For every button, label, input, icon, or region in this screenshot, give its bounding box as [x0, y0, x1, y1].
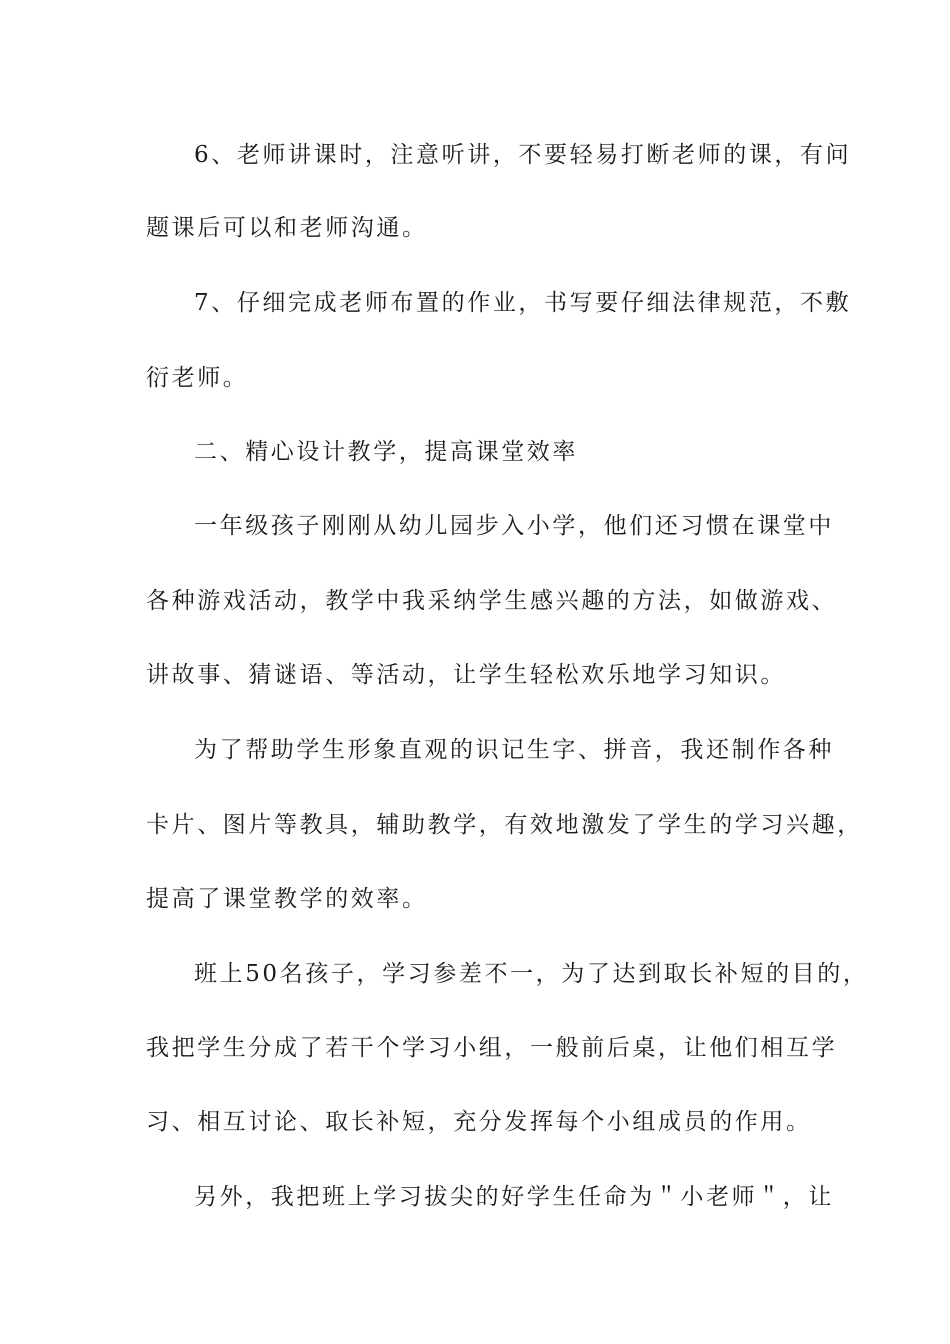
paragraph-line: 7、仔细完成老师布置的作业，书写要仔细法律规范，不敷 — [194, 290, 852, 316]
paragraph-line: 一年级孩子刚刚从幼儿园步入小学，他们还习惯在课堂中 — [194, 513, 834, 539]
paragraph-line: 为了帮助学生形象直观的识记生字、拼音，我还制作各种 — [194, 737, 834, 763]
paragraph-line: 卡片、图片等教具，辅助教学，有效地激发了学生的学习兴趣， — [146, 812, 863, 838]
paragraph-line: 6、老师讲课时，注意听讲，不要轻易打断老师的课，有问 — [194, 142, 852, 168]
paragraph-line: 提高了课堂教学的效率。 — [146, 886, 428, 912]
paragraph-line: 习、相互讨论、取长补短，充分发挥每个小组成员的作用。 — [146, 1109, 812, 1135]
paragraph-line: 讲故事、猜谜语、等活动，让学生轻松欢乐地学习知识。 — [146, 662, 786, 688]
paragraph-line: 衍老师。 — [146, 365, 249, 391]
paragraph-line: 另外，我把班上学习拔尖的好学生任命为＂小老师＂，让 — [194, 1184, 834, 1210]
paragraph-line: 各种游戏活动，教学中我采纳学生感兴趣的方法，如做游戏、 — [146, 588, 838, 614]
section-heading: 二、精心设计教学，提高课堂效率 — [194, 439, 578, 465]
paragraph-line: 我把学生分成了若干个学习小组，一般前后桌，让他们相互学 — [146, 1035, 838, 1061]
paragraph-line: 班上50名孩子，学习参差不一，为了达到取长补短的目的， — [194, 961, 869, 987]
paragraph-line: 题课后可以和老师沟通。 — [146, 215, 428, 241]
